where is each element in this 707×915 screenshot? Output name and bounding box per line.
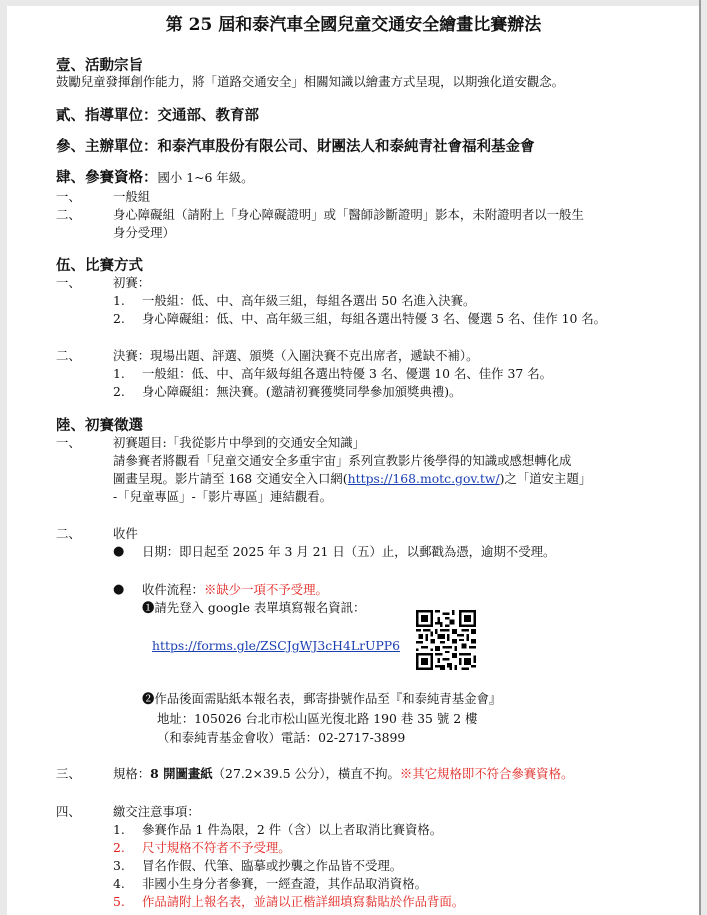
scrollbar-track[interactable]: [699, 0, 707, 915]
list-item-continued: 身分受理）: [113, 225, 175, 240]
list-number: 5.: [113, 894, 125, 909]
list-number: 3.: [113, 858, 125, 873]
list-number: 4.: [113, 876, 125, 891]
list-number: 一、: [56, 275, 81, 290]
list-item: 尺寸規格不符者不予受理。: [142, 840, 291, 855]
bullet-icon: ●: [113, 582, 125, 597]
list-number: 2.: [113, 840, 125, 855]
prelim-instructions-line4: -「兒童專區」-「影片專區」連結觀看。: [113, 489, 333, 504]
section-heading-guidance: 貳、指導單位：交通部、教育部: [56, 107, 259, 124]
spec-label: 規格：: [113, 766, 151, 781]
list-number: 2.: [113, 384, 125, 399]
window-frame-top: [0, 0, 707, 6]
section-heading-purpose: 壹、活動宗旨: [56, 57, 143, 74]
list-number: 一、: [56, 189, 81, 204]
list-item: 冒名作假、代筆、臨摹或抄襲之作品皆不受理。: [142, 858, 403, 873]
process-label: 收件流程：: [142, 582, 204, 597]
process-text: [142, 581, 328, 599]
eligibility-value: 國小 1~6 年級。: [157, 170, 254, 185]
list-item: 作品請附上報名表，並請以正楷詳細填寫黏貼於作品背面。: [142, 894, 465, 909]
mailing-address: 地址：105026 台北市松山區光復北路 190 巷 35 號 2 樓: [157, 711, 478, 726]
qr-code-icon: [416, 610, 476, 670]
motc-link[interactable]: https://168.motc.gov.tw/: [347, 471, 500, 486]
window-frame-left: [0, 0, 7, 915]
text-before-link: 圖畫呈現。影片請至 168 交通安全入口網(: [113, 471, 348, 486]
list-number: 1.: [113, 366, 125, 381]
list-item: 一般組: [113, 189, 151, 204]
prelim-topic: 初賽題目:「我從影片中學到的交通安全知識」: [113, 435, 365, 450]
list-number: 1.: [113, 822, 125, 837]
prelim-instructions-line3: [113, 470, 591, 488]
list-number: 二、: [56, 526, 81, 541]
list-item: 參賽作品 1 件為限，2 件（含）以上者取消比賽資格。: [142, 822, 443, 837]
list-number: 三、: [56, 766, 81, 781]
list-item: 一般組：低、中、高年級每組各選出特優 3 名、優選 10 名、佳作 37 名。: [142, 366, 552, 381]
purpose-text: 鼓勵兒童發揮創作能力，將「道路交通安全」相關知識以繪畫方式呈現，以期強化道安觀念。: [56, 74, 565, 89]
section-heading-organizer: 參、主辦單位：和泰汽車股份有限公司、財團法人和泰純青社會福利基金會: [56, 138, 535, 155]
list-number: 四、: [56, 804, 81, 819]
list-number: 二、: [56, 207, 81, 222]
spec-text: [113, 765, 573, 783]
list-item: 身心障礙組（請附上「身心障礙證明」或「醫師診斷證明」影本，未附證明者以一般生: [113, 207, 584, 222]
list-item: 身心障礙組：低、中、高年級三組，每組各選出特優 3 名、優選 5 名、佳作 10 名。: [142, 311, 607, 326]
process-warning: ※缺少一項不予受理。: [203, 582, 328, 597]
receipt-label: 收件: [113, 526, 138, 541]
step-two: ❷作品後面需貼紙本報名表，郵寄掛號作品至『和泰純青基金會』: [142, 691, 502, 706]
contact-phone: （和泰純青基金會收）電話：02-2717-3899: [157, 730, 406, 745]
step-one: ❶請先登入 google 表單填寫報名資訊：: [142, 600, 366, 615]
prelim-instructions: 請參賽者將觀看「兒童交通安全多重宇宙」系列宣教影片後學得的知識或感想轉化成: [113, 453, 572, 468]
text-after-link: )之「道安主題」: [499, 471, 592, 486]
deadline-text: 日期：即日起至 2025 年 3 月 21 日（五）止，以郵戳為憑，逾期不受理。: [142, 544, 556, 559]
google-form-link[interactable]: https://forms.gle/ZSCJgWJ3cH4LrUPP6: [152, 638, 401, 653]
list-number: 2.: [113, 311, 125, 326]
list-item: 非國小生身分者參賽，一經查證，其作品取消資格。: [142, 876, 427, 891]
list-item: 一般組：低、中、高年級三組，每組各選出 50 名進入決賽。: [142, 293, 476, 308]
eligibility-label: 肆、參賽資格：: [56, 169, 158, 186]
spec-size: （27.2×39.5 公分），橫直不拘。: [212, 766, 400, 781]
section-heading-preliminary: 陸、初賽徵選: [56, 417, 143, 434]
list-number: 1.: [113, 293, 125, 308]
spec-warning: ※其它規格即不符合參賽資格。: [399, 766, 574, 781]
final-label: 決賽：現場出題、評選、頒獎（入圍決賽不克出席者，遞缺不補）。: [113, 348, 479, 363]
page-title: 第 25 屆和泰汽車全國兒童交通安全繪畫比賽辦法: [165, 15, 542, 35]
spec-paper: 8 開圖畫紙: [150, 766, 213, 781]
prelim-label: 初賽：: [113, 275, 151, 290]
bullet-icon: ●: [113, 544, 125, 559]
submission-notes-label: 繳交注意事項：: [113, 804, 200, 819]
section-heading-eligibility: [56, 166, 253, 187]
section-heading-format: 伍、比賽方式: [56, 257, 143, 274]
list-item: 身心障礙組：無決賽。(邀請初賽獲獎同學參加頒獎典禮)。: [142, 384, 462, 399]
list-number: 二、: [56, 348, 81, 363]
list-number: 一、: [56, 435, 81, 450]
